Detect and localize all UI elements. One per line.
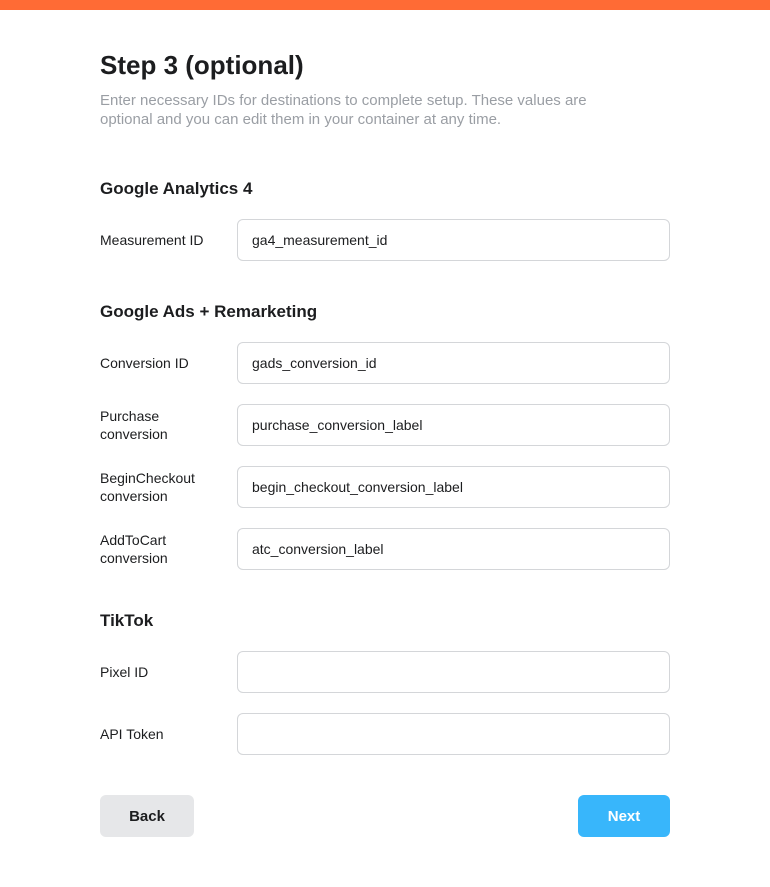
conversion-id-input[interactable] xyxy=(237,342,670,384)
purchase-conversion-input[interactable] xyxy=(237,404,670,446)
section-title-google-ads: Google Ads + Remarketing xyxy=(100,302,318,321)
section-title-tiktok: TikTok xyxy=(100,611,154,630)
page-title: Step 3 (optional) xyxy=(100,50,304,80)
purchase-conversion-label-line1: Purchase xyxy=(100,408,160,424)
begin-checkout-label-line1: BeginCheckout xyxy=(100,470,195,486)
add-to-cart-conversion-input[interactable] xyxy=(237,528,670,570)
add-to-cart-label-line2: conversion xyxy=(100,550,168,566)
page-subtitle: Enter necessary IDs for destinations to complete setup. These values are optional and you can edit them in your container at any time. xyxy=(100,92,587,128)
top-accent-bar xyxy=(0,0,770,10)
begin-checkout-conversion-input[interactable] xyxy=(237,466,670,508)
purchase-conversion-label xyxy=(100,407,230,443)
add-to-cart-conversion-label xyxy=(100,531,230,567)
begin-checkout-conversion-label xyxy=(100,469,230,505)
measurement-id-label: Measurement ID xyxy=(100,232,204,248)
next-button[interactable]: Next xyxy=(578,795,670,837)
conversion-id-label: Conversion ID xyxy=(100,355,189,371)
api-token-input[interactable] xyxy=(237,713,670,755)
section-title-ga4: Google Analytics 4 xyxy=(100,179,253,198)
begin-checkout-label-line2: conversion xyxy=(100,488,168,504)
pixel-id-input[interactable] xyxy=(237,651,670,693)
pixel-id-label: Pixel ID xyxy=(100,664,149,680)
purchase-conversion-label-line2: conversion xyxy=(100,426,168,442)
add-to-cart-label-line1: AddToCart xyxy=(100,532,167,548)
back-button[interactable]: Back xyxy=(100,795,194,837)
api-token-label: API Token xyxy=(100,726,164,742)
measurement-id-input[interactable] xyxy=(237,219,670,261)
